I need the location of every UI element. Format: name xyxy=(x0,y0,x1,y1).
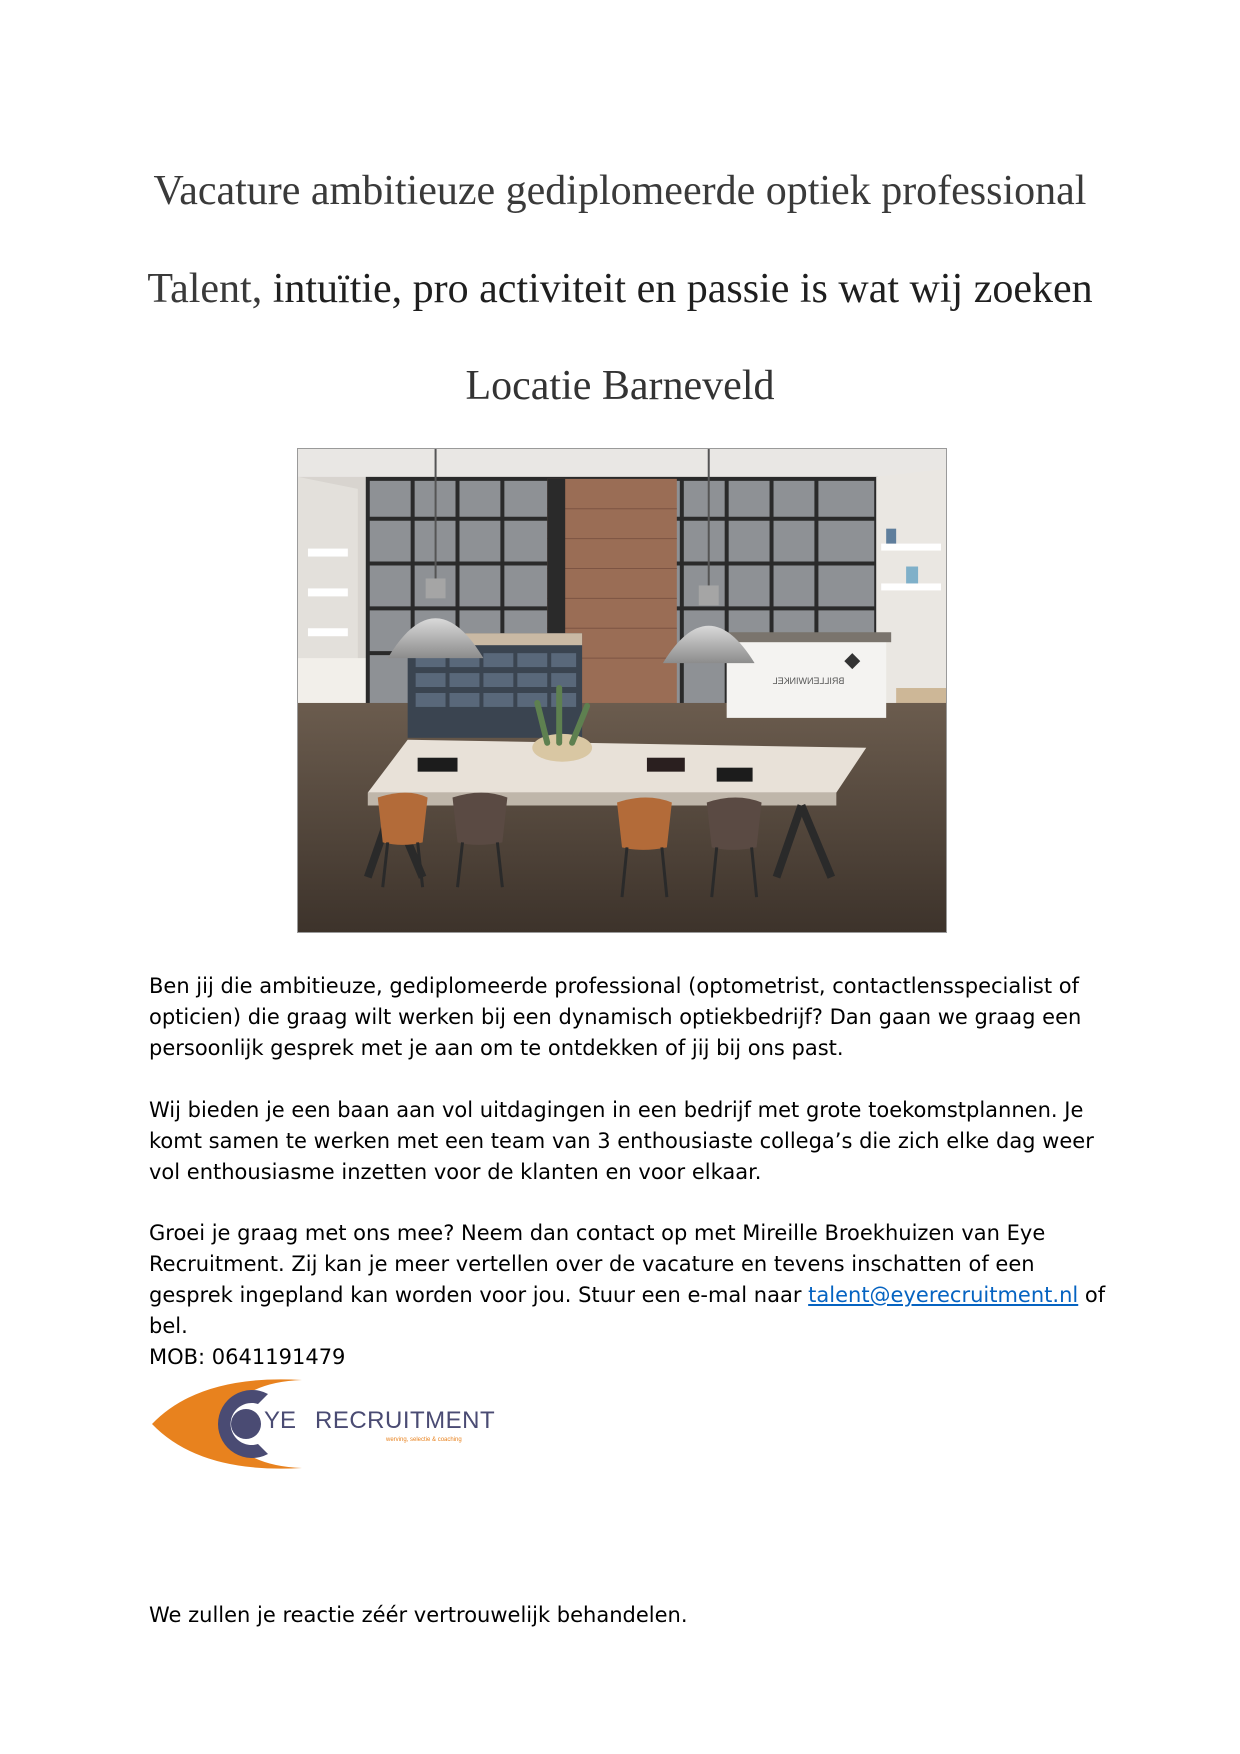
closing-paragraph: We zullen je reactie zéér vertrouwelijk behandelen. xyxy=(149,1603,688,1627)
logo-name: RECRUITMENT xyxy=(315,1407,496,1434)
eye-recruitment-logo xyxy=(150,1372,496,1476)
counter-sign: BRILLENWINKEL xyxy=(772,676,845,687)
subtitle-lead: Talent, xyxy=(147,266,263,312)
phone-number: MOB: 0641191479 xyxy=(149,1345,346,1369)
contact-text: Groei je graag met ons mee? Neem dan contact op met Mireille Broekhuizen van Eye Recruitment. Zij kan je meer vertellen over de vacature en tevens inschatten of een gesprek ingepland kan worden voor jou. Stuur een e-mal naar xyxy=(149,1221,1046,1307)
contact-paragraph xyxy=(149,1218,1109,1373)
offer-paragraph: Wij bieden je een baan aan vol uitdagingen in een bedrijf met grote toekomstplannen. Je komt samen te werken met een team van 3 enthousiaste collega’s die zich elke dag weer vol enthousiasme inzetten voor de klanten en voor elkaar. xyxy=(149,1098,1094,1184)
logo-ye-text: YE xyxy=(264,1407,297,1434)
contact-text-end: of bel. xyxy=(149,1283,1106,1338)
subtitle-rest: intuïtie, pro activiteit en passie is wat wij zoeken xyxy=(262,266,1093,312)
job-subtitle xyxy=(0,264,1240,314)
job-location: Locatie Barneveld xyxy=(465,363,775,409)
email-link[interactable]: talent@eyerecruitment.nl xyxy=(808,1283,1079,1307)
store-interior-photo xyxy=(297,448,947,933)
job-title: Vacature ambitieuze gediplomeerde optiek professional xyxy=(153,168,1087,214)
intro-paragraph: Ben jij die ambitieuze, gediplomeerde professional (optometrist, contactlensspecialist of opticien) die graag wilt werken bij een dynamisch optiekbedrijf? Dan gaan we graag een persoonlijk gesprek met je aan om te ontdekken of jij bij ons past. xyxy=(149,974,1082,1060)
logo-tagline: werving, selectie & coaching xyxy=(386,1437,462,1443)
